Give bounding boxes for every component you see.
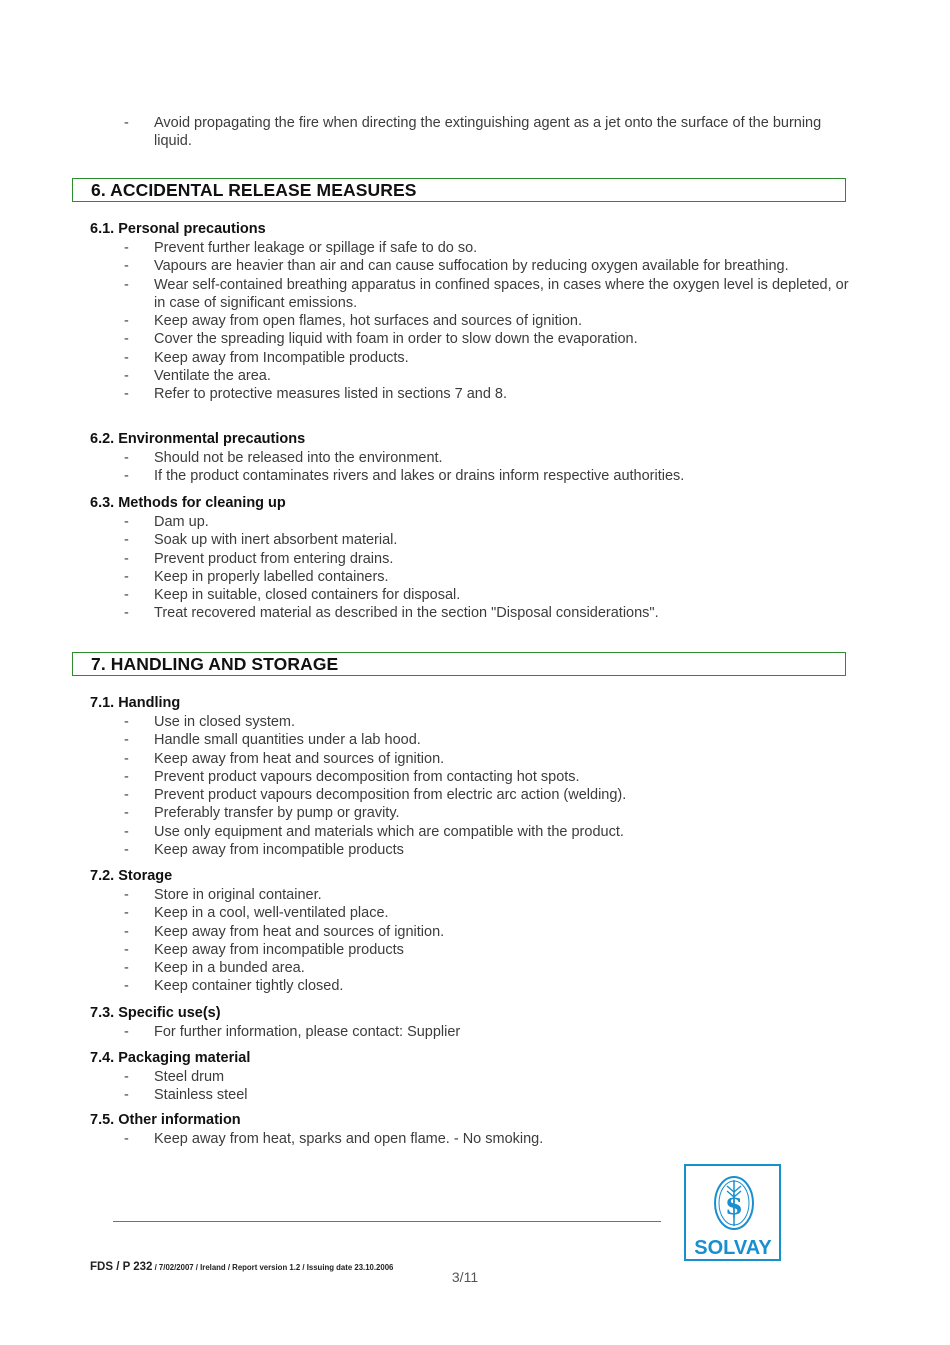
list-item bbox=[124, 1086, 850, 1104]
list-item bbox=[124, 823, 850, 841]
list-item bbox=[124, 568, 850, 586]
list-item bbox=[124, 768, 850, 786]
list-item-text: For further information, please contact: Supplier bbox=[154, 1024, 461, 1040]
subsection-7-4 bbox=[90, 1049, 850, 1105]
section-6-title: 6. ACCIDENTAL RELEASE MEASURES bbox=[91, 180, 417, 200]
footer-rule bbox=[113, 1221, 661, 1222]
list-item-text: Vapours are heavier than air and can cause suffocation by reducing oxygen available for breathing. bbox=[154, 258, 789, 275]
bullet-dash: - bbox=[124, 1087, 129, 1104]
subsection-7-3 bbox=[90, 1004, 850, 1041]
list-item bbox=[124, 349, 850, 367]
list-item bbox=[124, 513, 850, 531]
bullet-dash: - bbox=[124, 240, 129, 256]
list-item bbox=[124, 449, 850, 467]
subsection-6-1 bbox=[90, 220, 850, 404]
list-item-text: Keep away from heat and sources of ignition. bbox=[154, 923, 445, 940]
subsection-6-1-list bbox=[124, 239, 850, 404]
list-item bbox=[124, 941, 850, 959]
subsection-7-4-list bbox=[124, 1068, 850, 1105]
list-item-text: Prevent product vapours decomposition from electric arc action (welding). bbox=[154, 787, 627, 804]
list-item bbox=[124, 467, 850, 485]
list-item bbox=[124, 1023, 850, 1041]
bullet-dash: - bbox=[124, 605, 129, 622]
section-6-header bbox=[72, 178, 846, 202]
subsection-6-1-title: 6.1. Personal precautions bbox=[90, 221, 266, 237]
bullet-dash: - bbox=[124, 941, 129, 958]
list-item-text: Store in original container. bbox=[154, 887, 322, 903]
list-item bbox=[124, 904, 850, 922]
list-item bbox=[124, 923, 850, 941]
bullet-dash: - bbox=[124, 514, 129, 530]
subsection-7-2-list bbox=[124, 886, 850, 996]
bullet-dash: - bbox=[124, 115, 129, 131]
list-item-text: Keep in a cool, well-ventilated place. bbox=[154, 905, 389, 922]
list-item-text: Keep in a bunded area. bbox=[154, 960, 305, 977]
list-item-text: Prevent product vapours decomposition from contacting hot spots. bbox=[154, 768, 580, 785]
bullet-dash: - bbox=[124, 313, 129, 330]
subsection-7-1-title: 7.1. Handling bbox=[90, 695, 181, 711]
bullet-dash: - bbox=[124, 750, 129, 767]
bullet-dash: - bbox=[124, 532, 129, 549]
list-item-text: Should not be released into the environment. bbox=[154, 450, 443, 466]
list-item bbox=[124, 959, 850, 977]
subsection-7-5-list bbox=[124, 1130, 850, 1148]
list-item-text: Ventilate the area. bbox=[154, 368, 271, 385]
list-item-text: Keep away from open flames, hot surfaces and sources of ignition. bbox=[154, 313, 582, 330]
bullet-dash: - bbox=[124, 978, 129, 995]
list-item-text: Dam up. bbox=[154, 514, 209, 530]
page-number: 3/11 bbox=[451, 1269, 479, 1285]
bullet-dash: - bbox=[124, 349, 129, 366]
list-item bbox=[124, 330, 850, 348]
list-item bbox=[124, 114, 844, 151]
list-item-text: Treat recovered material as described in the section "Disposal considerations". bbox=[154, 605, 659, 622]
list-item-text: Soak up with inert absorbent material. bbox=[154, 532, 398, 549]
subsection-6-2-title: 6.2. Environmental precautions bbox=[90, 431, 306, 447]
bullet-dash: - bbox=[124, 1131, 129, 1147]
list-item-text: Keep away from incompatible products bbox=[154, 842, 404, 859]
list-item-text: Stainless steel bbox=[154, 1087, 248, 1104]
list-item bbox=[124, 1130, 850, 1148]
subsection-7-1-list bbox=[124, 713, 850, 859]
bullet-dash: - bbox=[124, 258, 129, 275]
bullet-dash: - bbox=[124, 714, 129, 730]
list-item bbox=[124, 750, 850, 768]
section-7-title: 7. HANDLING AND STORAGE bbox=[91, 654, 339, 674]
list-item bbox=[124, 550, 850, 568]
bullet-dash: - bbox=[124, 1024, 129, 1040]
list-item-text: Keep container tightly closed. bbox=[154, 978, 344, 995]
list-item bbox=[124, 385, 850, 403]
list-item-text: Keep away from heat, sparks and open flame. - No smoking. bbox=[154, 1131, 544, 1147]
list-item bbox=[124, 731, 850, 749]
list-item-text: Keep away from incompatible products bbox=[154, 941, 404, 958]
bullet-dash: - bbox=[124, 368, 129, 385]
bullet-dash: - bbox=[124, 276, 129, 293]
subsection-6-2 bbox=[90, 430, 850, 486]
subsection-7-4-title: 7.4. Packaging material bbox=[90, 1050, 251, 1066]
bullet-dash: - bbox=[124, 587, 129, 604]
subsection-6-3-title: 6.3. Methods for cleaning up bbox=[90, 495, 286, 511]
list-item bbox=[124, 977, 850, 995]
subsection-7-5-title: 7.5. Other information bbox=[90, 1112, 241, 1128]
bullet-dash: - bbox=[124, 768, 129, 785]
bullet-dash: - bbox=[124, 923, 129, 940]
list-item-text: Preferably transfer by pump or gravity. bbox=[154, 805, 400, 822]
bullet-dash: - bbox=[124, 823, 129, 840]
list-item-text: Cover the spreading liquid with foam in order to slow down the evaporation. bbox=[154, 331, 638, 348]
subsection-7-1 bbox=[90, 694, 850, 859]
list-item bbox=[124, 886, 850, 904]
bullet-dash: - bbox=[124, 732, 129, 749]
solvay-emblem-icon bbox=[686, 1166, 779, 1259]
list-item-text: If the product contaminates rivers and lakes or drains inform respective authorities. bbox=[154, 468, 685, 485]
list-item-text: Use in closed system. bbox=[154, 714, 296, 730]
bullet-dash: - bbox=[124, 787, 129, 804]
list-item-text: Prevent further leakage or spillage if safe to do so. bbox=[154, 240, 478, 256]
intro-list bbox=[124, 114, 844, 151]
footer-meta: / 7/02/2007 / Ireland / Report version 1.2 / Issuing date 23.10.2006 bbox=[152, 1263, 394, 1272]
list-item-text: Keep in suitable, closed containers for disposal. bbox=[154, 587, 461, 604]
list-item bbox=[124, 713, 850, 731]
subsection-6-2-list bbox=[124, 449, 850, 486]
list-item-text: Refer to protective measures listed in sections 7 and 8. bbox=[154, 386, 508, 403]
list-item bbox=[124, 312, 850, 330]
bullet-dash: - bbox=[124, 468, 129, 485]
list-item bbox=[124, 841, 850, 859]
list-item-text: Wear self-contained breathing apparatus in confined spaces, in cases where the oxygen level is depleted, or in case of significant emissions. bbox=[154, 276, 849, 311]
subsection-7-3-list bbox=[124, 1023, 850, 1041]
section-7-header bbox=[72, 652, 846, 676]
list-item bbox=[124, 367, 850, 385]
logo-symbol: $ bbox=[724, 1191, 744, 1221]
bullet-dash: - bbox=[124, 331, 129, 348]
bullet-dash: - bbox=[124, 450, 129, 466]
solvay-logo bbox=[684, 1164, 781, 1261]
list-item-text: Handle small quantities under a lab hood. bbox=[154, 732, 421, 749]
bullet-dash: - bbox=[124, 842, 129, 859]
list-item bbox=[124, 531, 850, 549]
footer-code: FDS / P 232 bbox=[90, 1261, 153, 1273]
list-item bbox=[124, 786, 850, 804]
list-item bbox=[124, 1068, 850, 1086]
list-item bbox=[124, 257, 850, 275]
list-item-text: Steel drum bbox=[154, 1069, 225, 1085]
bullet-dash: - bbox=[124, 550, 129, 567]
bullet-dash: - bbox=[124, 1069, 129, 1085]
list-item bbox=[124, 604, 850, 622]
bullet-dash: - bbox=[124, 905, 129, 922]
subsection-7-2 bbox=[90, 867, 850, 996]
list-item-text: Keep away from Incompatible products. bbox=[154, 349, 409, 366]
logo-text: SOLVAY bbox=[694, 1237, 772, 1259]
list-item-text: Keep away from heat and sources of ignition. bbox=[154, 750, 445, 767]
subsection-7-3-title: 7.3. Specific use(s) bbox=[90, 1005, 221, 1021]
list-item bbox=[124, 239, 850, 257]
subsection-6-3-list bbox=[124, 513, 850, 623]
subsection-6-3 bbox=[90, 494, 850, 623]
subsection-7-5 bbox=[90, 1111, 850, 1148]
list-item bbox=[124, 586, 850, 604]
list-item-text: Prevent product from entering drains. bbox=[154, 550, 394, 567]
list-item bbox=[124, 276, 850, 313]
subsection-7-2-title: 7.2. Storage bbox=[90, 868, 173, 884]
list-item-text: Use only equipment and materials which are compatible with the product. bbox=[154, 823, 624, 840]
bullet-dash: - bbox=[124, 887, 129, 903]
bullet-dash: - bbox=[124, 386, 129, 403]
bullet-dash: - bbox=[124, 960, 129, 977]
list-item-text: Avoid propagating the fire when directing the extinguishing agent as a jet onto the surface of the burning liquid. bbox=[154, 115, 822, 150]
list-item-text: Keep in properly labelled containers. bbox=[154, 568, 389, 585]
bullet-dash: - bbox=[124, 805, 129, 822]
list-item bbox=[124, 804, 850, 822]
bullet-dash: - bbox=[124, 568, 129, 585]
